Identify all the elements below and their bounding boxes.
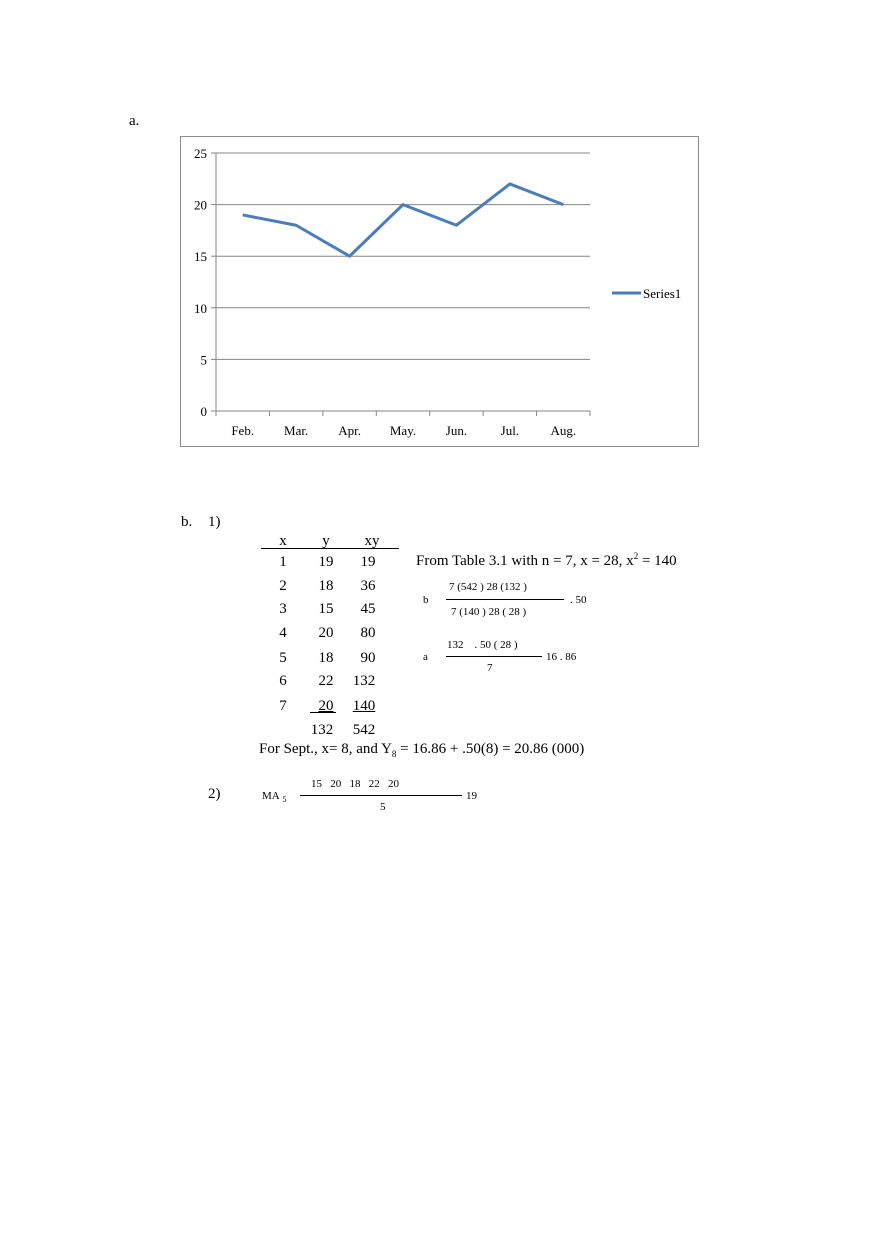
x-tick-label: Apr. — [338, 423, 361, 438]
a-result: 16 . 86 — [546, 651, 577, 663]
table-cell: 7 — [279, 698, 287, 714]
step-1-label: 1) — [208, 514, 221, 530]
table-header-rule — [261, 548, 399, 549]
table-cell: 20 — [318, 625, 334, 641]
table-cell: 80 — [360, 625, 376, 641]
legend-label: Series1 — [643, 286, 682, 301]
a-lhs: a — [423, 651, 428, 663]
x-tick-label: May. — [389, 423, 417, 438]
b-denominator: 7 (140 ) 28 ( 28 ) — [451, 606, 527, 618]
part-a-label: a. — [129, 113, 140, 129]
y-tick-label: 15 — [194, 249, 207, 265]
from-table-line: From Table 3.1 with n = 7, x = 28, $x^2 = 140$ — [416, 551, 677, 569]
table-cell: 20 — [318, 698, 334, 714]
table-cell: 140 — [352, 698, 376, 714]
x-tick-label: Feb. — [231, 423, 255, 438]
a-denominator: 7 — [487, 662, 493, 674]
b-result: . 50 — [570, 594, 587, 606]
table-cell: 36 — [360, 578, 376, 594]
series-line — [243, 184, 564, 256]
b-numerator: 7 (542 ) 28 (132 ) — [449, 581, 527, 593]
table-total-y: 132 — [310, 722, 334, 738]
y-tick-label: 5 — [200, 352, 207, 368]
table-cell: 22 — [318, 673, 334, 689]
step-2-label: 2) — [208, 786, 221, 802]
x-tick-label: Aug. — [550, 423, 577, 438]
part-b-label: b. — [181, 514, 193, 530]
forecast-line: For Sept., x= 8, and $Y_8 = 16.86 + .50(8) = 20.86$ (000) — [259, 741, 585, 759]
table-total-xy: 542 — [352, 722, 376, 738]
table-cell: 18 — [318, 578, 334, 594]
table-header-x: x — [279, 533, 287, 549]
table-cell: 18 — [318, 650, 334, 666]
ma-lhs: MA $_5$ — [262, 790, 287, 805]
x-tick-label: Jul. — [500, 423, 520, 438]
table-cell: 132 — [352, 673, 376, 689]
table-cell: 19 — [318, 554, 334, 570]
table-cell: 45 — [360, 601, 376, 617]
y-tick-label: 10 — [194, 300, 207, 316]
b-fraction-bar — [446, 599, 564, 600]
table-cell: 15 — [318, 601, 334, 617]
y-tick-label: 20 — [194, 197, 207, 213]
table-header-y: y — [322, 533, 330, 549]
ma-denominator: 5 — [380, 801, 386, 813]
table-cell: 3 — [279, 601, 287, 617]
ma-fraction-bar — [300, 795, 462, 796]
x-tick-label: Jun. — [445, 423, 468, 438]
table-cell: 90 — [360, 650, 376, 666]
chart-frame — [180, 136, 699, 447]
y-tick-label: 0 — [200, 404, 207, 419]
x-tick-label: Mar. — [284, 423, 309, 438]
table-cell: 4 — [279, 625, 287, 641]
table-cell: 2 — [279, 578, 287, 594]
ma-result: 19 — [466, 790, 477, 802]
ma-numerator: 15 20 18 22 20 — [311, 778, 399, 790]
table-cell: 5 — [279, 650, 287, 666]
table-header-xy: xy — [364, 533, 380, 549]
line-chart — [181, 137, 700, 448]
table-cell: 19 — [360, 554, 376, 570]
y-tick-label: 25 — [194, 146, 207, 161]
b-lhs: b — [423, 594, 429, 606]
a-numerator: 132 . 50 ( 28 ) — [447, 639, 518, 651]
table-cell: 1 — [279, 554, 287, 570]
total-rule — [310, 712, 336, 713]
a-fraction-bar — [446, 656, 542, 657]
table-cell: 6 — [279, 673, 287, 689]
